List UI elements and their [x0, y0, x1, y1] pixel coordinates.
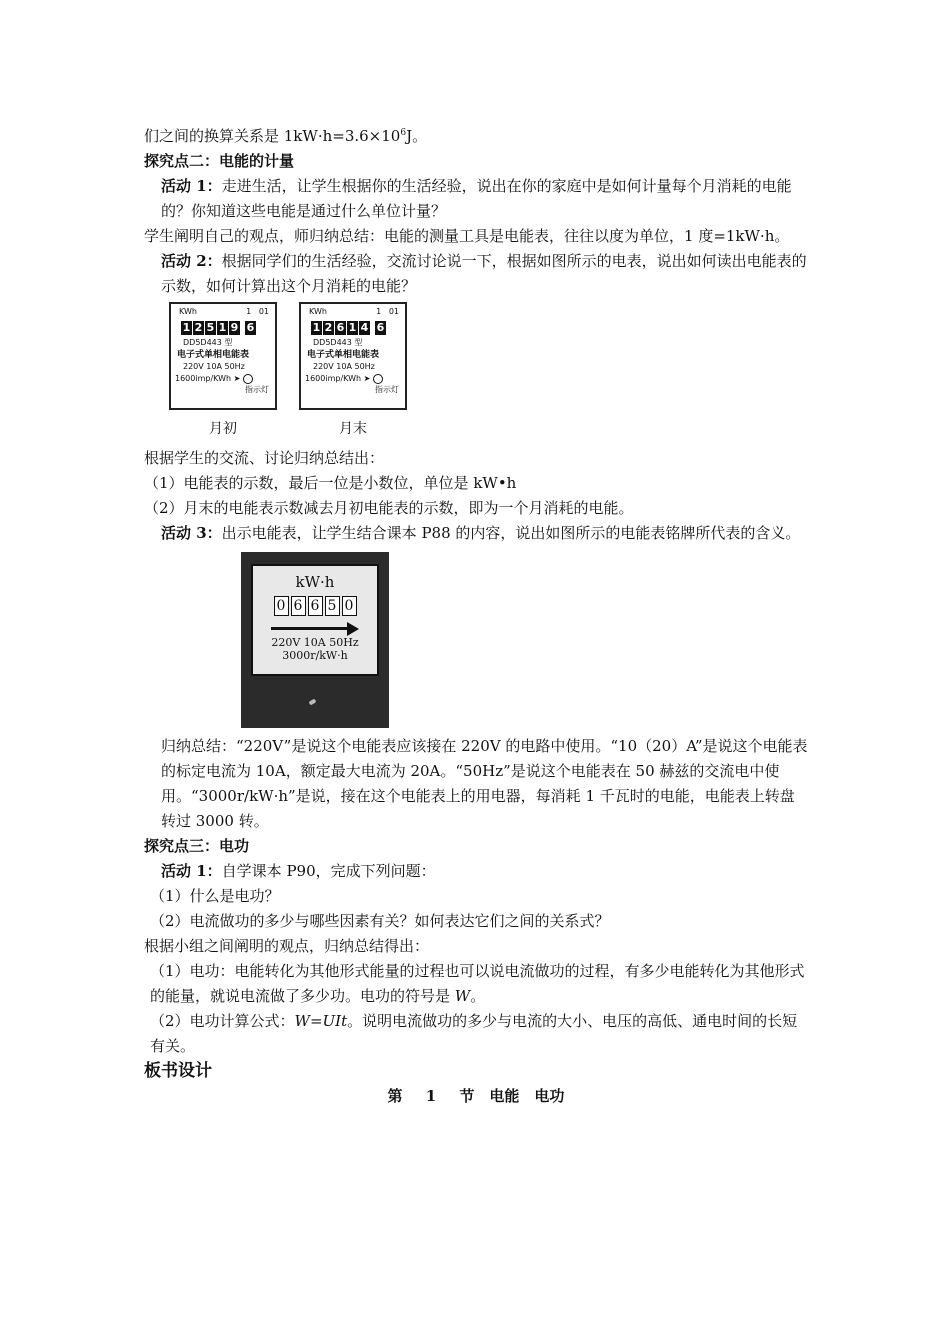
activity-label: 活动 1：	[161, 177, 222, 195]
digit: 9	[230, 321, 239, 334]
conversion-text: 们之间的换算关系是 1kW·h=3.6×10	[144, 127, 401, 145]
conclusion-end: 。	[470, 987, 486, 1005]
activity-2-point-1: （1）电能表的示数，最后一位是小数位，单位是 kW•h	[144, 474, 517, 492]
digit: 1	[348, 321, 357, 334]
conversion-end: J。	[406, 127, 428, 145]
meter-constant: 3000r/kW·h	[282, 649, 348, 662]
activity-text: 自学课本 P90，完成下列问题：	[221, 862, 436, 880]
meter-unit: kW·h	[295, 573, 335, 591]
digit: 1	[218, 321, 227, 334]
activity-text: 出示电能表，让学生结合课本 P88 的内容，说出如图所示的电能表铭牌所代表的含义。	[221, 524, 801, 542]
meter-model: DD5D443 型	[313, 338, 363, 347]
digit: 0	[274, 596, 289, 616]
meter-unit: KWh	[179, 307, 197, 316]
meter-name: 电子式单相电能表	[177, 350, 250, 360]
meter-comparison-figure	[169, 302, 808, 440]
digit: 6	[308, 596, 323, 616]
activity-2-paragraph	[144, 249, 808, 299]
arrow-icon: ➤	[233, 374, 241, 383]
decimal-digit: 6	[246, 321, 255, 334]
lamp-label: 指示灯	[375, 385, 399, 394]
digit: 5	[206, 321, 215, 334]
activity-3-summary: 归纳总结：“220V”是说这个电能表应该接在 220V 的电路中使用。“10（20）A”是说这个电能表的标定电流为 10A，额定最大电流为 20A。“50Hz”是说这个电能表在 50 赫兹的交流电中使用。“3000r/kW·h”是说，接在这个电能表上的用电器，每消耗 1 千瓦时的电能，电能表上转盘转过 3000 转。	[161, 737, 808, 830]
b-activity-1-paragraph	[144, 859, 808, 884]
conclusion-text: （1）电功：电能转化为其他形式能量的过程也可以说电流做功的过程，有多少电能转化为其他形式的能量，就说电流做了多少功。电功的符号是	[150, 962, 805, 1005]
meter-mult: 1	[246, 307, 252, 316]
board-design-heading: 板书设计	[144, 1061, 212, 1081]
heading-point-3: 探究点三：电功	[144, 837, 250, 855]
arrow-icon: ➤	[363, 374, 371, 383]
digit: 2	[194, 321, 203, 334]
meter-imp: 1600imp/KWh	[305, 374, 362, 383]
rotation-arrow-icon	[271, 622, 359, 636]
digit: 4	[360, 321, 369, 334]
conclusion-text: 。说明电流做功的多少与电流的大小、电压的高低、通电时间的长短有关。	[150, 1012, 798, 1055]
work-symbol: W	[454, 987, 471, 1005]
conclusion-2	[144, 1009, 808, 1059]
heading-point-2: 探究点二：电能的计量	[144, 152, 295, 170]
meter-caption: 月初	[209, 421, 237, 437]
decimal-digit: 6	[376, 321, 385, 334]
meter-mult: 1	[376, 307, 382, 316]
meter-imp-row	[301, 373, 405, 385]
screw-icon	[308, 699, 316, 706]
activity-label: 活动 1：	[161, 862, 222, 880]
indicator-lamp-icon	[243, 374, 253, 384]
meter-caption: 月末	[339, 421, 367, 437]
work-formula: W=UIt	[294, 1012, 348, 1030]
board-title: 第 1 节 电能 电功	[387, 1087, 565, 1105]
digit: 5	[325, 596, 340, 616]
digit: 6	[336, 321, 345, 334]
question-2: （2）电流做功的多少与哪些因素有关？如何表达它们之间的关系式？	[150, 912, 610, 930]
activity-1-summary: 学生阐明自己的观点，师归纳总结：电能的测量工具是电能表，往往以度为单位，1 度=1kW·h。	[144, 227, 790, 245]
meter-mult: 01	[258, 307, 269, 316]
meter-spec: 220V 10A 50Hz	[271, 636, 359, 649]
meter-mult: 01	[388, 307, 399, 316]
digit: 1	[312, 321, 321, 334]
meter-name: 电子式单相电能表	[307, 350, 380, 360]
activity-2-summary: 根据学生的交流、讨论归纳总结出：	[144, 449, 385, 467]
meter-digits	[181, 321, 275, 335]
activity-text: 走进生活，让学生根据你的生活经验，说出在你的家庭中是如何计量每个月消耗的电能的？你知道这些电能是通过什么单位计量？	[161, 177, 792, 220]
activity-3-paragraph	[144, 521, 808, 546]
question-1: （1）什么是电功？	[150, 887, 280, 905]
meter-end-of-month	[299, 302, 407, 410]
energy-meter-photo	[241, 552, 389, 728]
activity-1-paragraph	[144, 174, 808, 224]
activity-text: 根据同学们的生活经验，交流讨论说一下，根据如图所示的电表，说出如何读出电能表的示数，如何计算出这个月消耗的电能？	[161, 252, 807, 295]
indicator-lamp-icon	[373, 374, 383, 384]
meter-model: DD5D443 型	[183, 338, 233, 347]
b-activity-1-summary: 根据小组之间阐明的观点，归纳总结得出：	[144, 937, 430, 955]
activity-2-point-2: （2）月末的电能表示数减去月初电能表的示数，即为一个月消耗的电能。	[144, 499, 634, 517]
activity-label: 活动 2：	[161, 252, 222, 270]
exponent: 6	[400, 128, 407, 138]
conclusion-1	[144, 959, 808, 1009]
digit: 0	[342, 596, 357, 616]
meter-spec: 220V 10A 50Hz	[313, 362, 375, 371]
meter-face	[251, 564, 379, 676]
digit: 2	[324, 321, 333, 334]
meter-unit: KWh	[309, 307, 327, 316]
digit: 6	[291, 596, 306, 616]
meter-imp-row	[171, 373, 275, 385]
meter-start-of-month	[169, 302, 277, 410]
conversion-line	[144, 124, 808, 149]
lamp-label: 指示灯	[245, 385, 269, 394]
meter-digits	[311, 321, 405, 335]
activity-label: 活动 3：	[161, 524, 222, 542]
conclusion-text: （2）电功计算公式：	[150, 1012, 295, 1030]
meter-digits	[253, 596, 377, 616]
meter-imp: 1600imp/KWh	[175, 374, 232, 383]
document-content	[144, 124, 808, 1109]
meter-spec: 220V 10A 50Hz	[183, 362, 245, 371]
digit: 1	[182, 321, 191, 334]
